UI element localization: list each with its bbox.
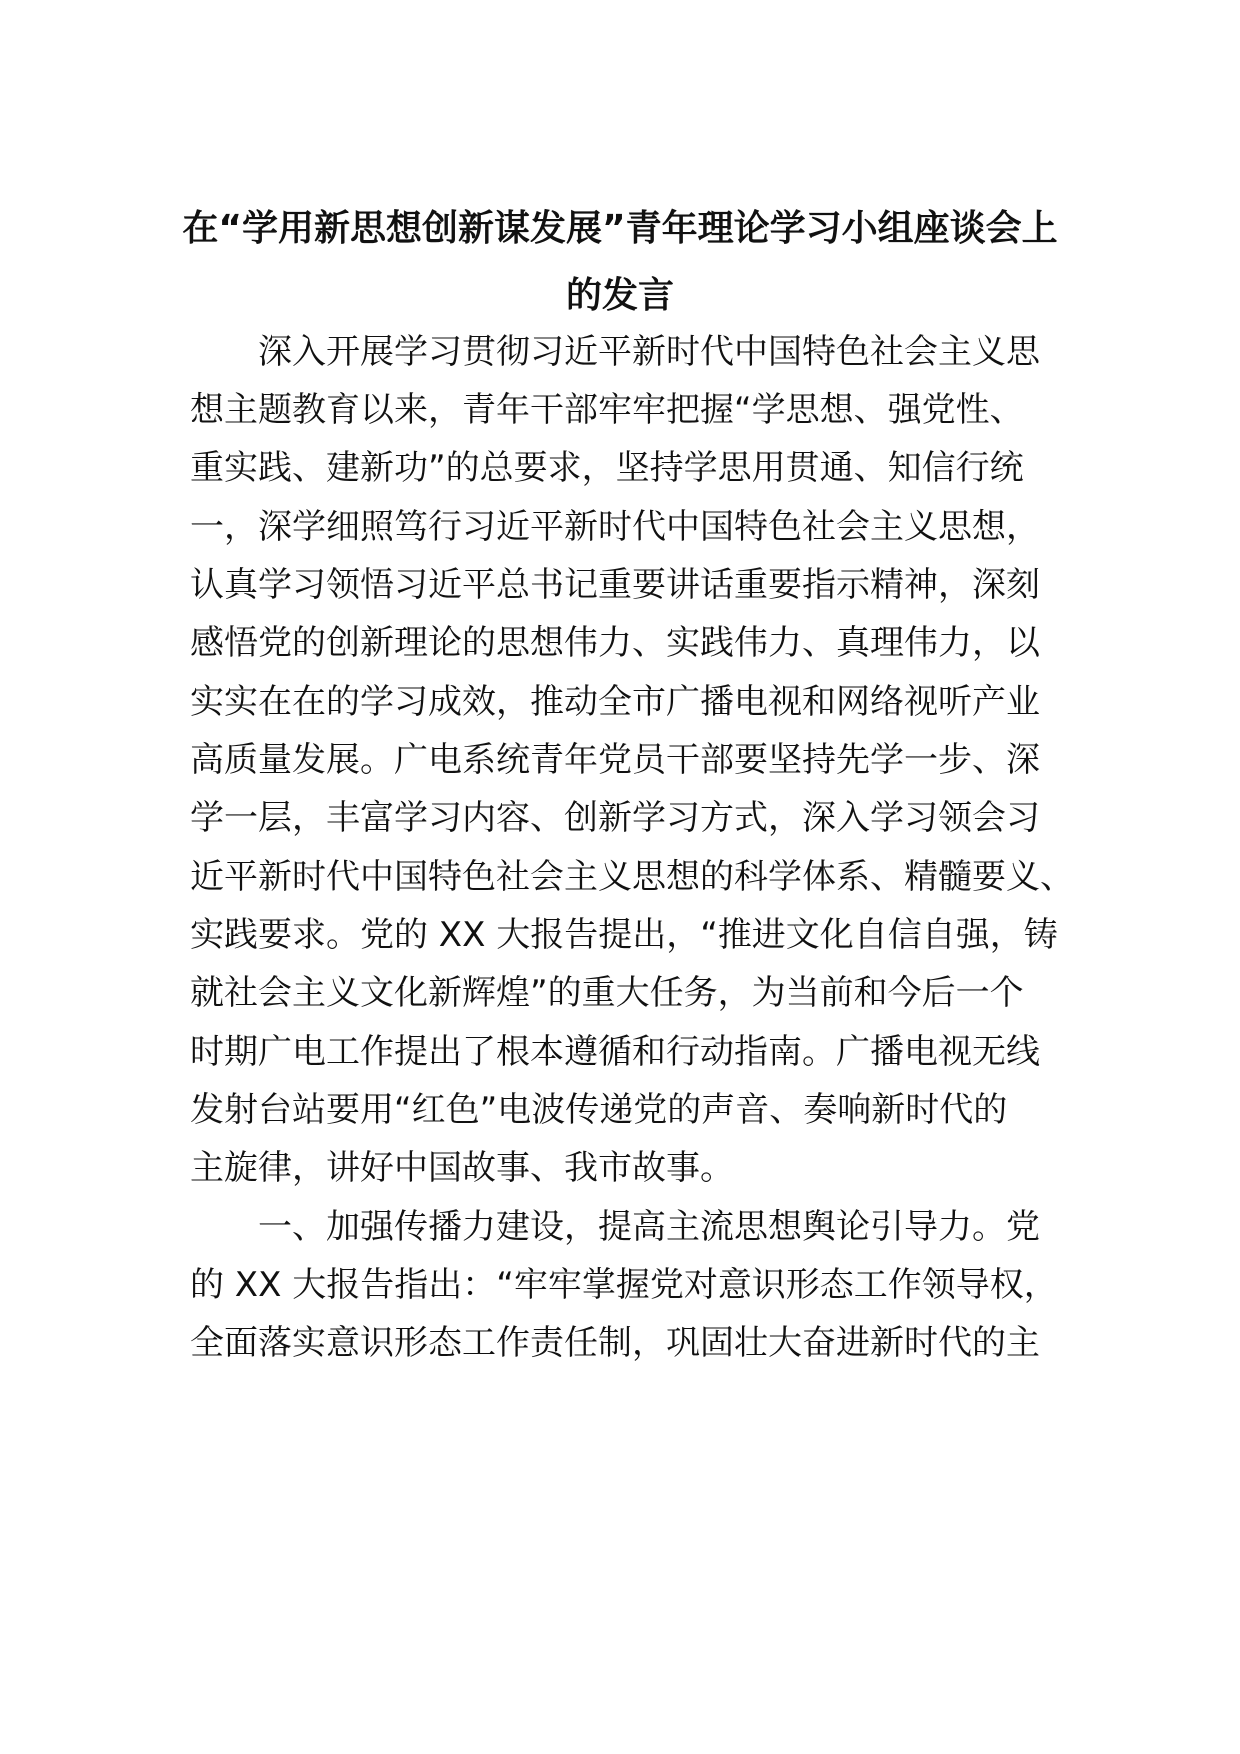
paragraph-1-line: 近平新时代中国特色社会主义思想的科学体系、精髓要义、 — [190, 857, 1074, 897]
paragraph-2-line: 一、加强传播力建设，提高主流思想舆论引导力。党 — [258, 1207, 1040, 1247]
document-title-line-2: 的发言 — [565, 275, 674, 316]
paragraph-2-line: 全面落实意识形态工作责任制，巩固壮大奋进新时代的主 — [190, 1323, 1040, 1363]
paragraph-2-line: 的 XX 大报告指出：“牢牢掌握党对意识形态工作领导权， — [190, 1265, 1058, 1305]
paragraph-1-line: 就社会主义文化新辉煌”的重大任务，为当前和今后一个 — [190, 973, 1024, 1013]
paragraph-1-line: 实实在在的学习成效，推动全市广播电视和网络视听产业 — [190, 682, 1040, 722]
paragraph-1-line: 学一层，丰富学习内容、创新学习方式，深入学习领会习 — [190, 798, 1040, 838]
paragraph-1-line: 想主题教育以来，青年干部牢牢把握“学思想、强党性、 — [190, 390, 1024, 430]
paragraph-1-line: 认真学习领悟习近平总书记重要讲话重要指示精神，深刻 — [190, 565, 1040, 605]
paragraph-1-line: 时期广电工作提出了根本遵循和行动指南。广播电视无线 — [190, 1032, 1040, 1072]
paragraph-1-line: 实践要求。党的 XX 大报告提出，“推进文化自信自强，铸 — [190, 915, 1058, 955]
paragraph-1-line: 高质量发展。广电系统青年党员干部要坚持先学一步、深 — [190, 740, 1040, 780]
paragraph-1-line: 主旋律，讲好中国故事、我市故事。 — [190, 1148, 734, 1188]
paragraph-1-line: 一，深学细照笃行习近平新时代中国特色社会主义思想， — [190, 507, 1040, 547]
paragraph-1-line: 重实践、建新功”的总要求，坚持学思用贯通、知信行统 — [190, 448, 1024, 488]
paragraph-1-line: 感悟党的创新理论的思想伟力、实践伟力、真理伟力，以 — [190, 623, 1040, 663]
document-title-line-1: 在“学用新思想创新谋发展”青年理论学习小组座谈会上 — [182, 208, 1058, 249]
paragraph-1-line: 发射台站要用“红色”电波传递党的声音、奏响新时代的 — [190, 1090, 1008, 1130]
paragraph-1-line: 深入开展学习贯彻习近平新时代中国特色社会主义思 — [258, 332, 1040, 372]
